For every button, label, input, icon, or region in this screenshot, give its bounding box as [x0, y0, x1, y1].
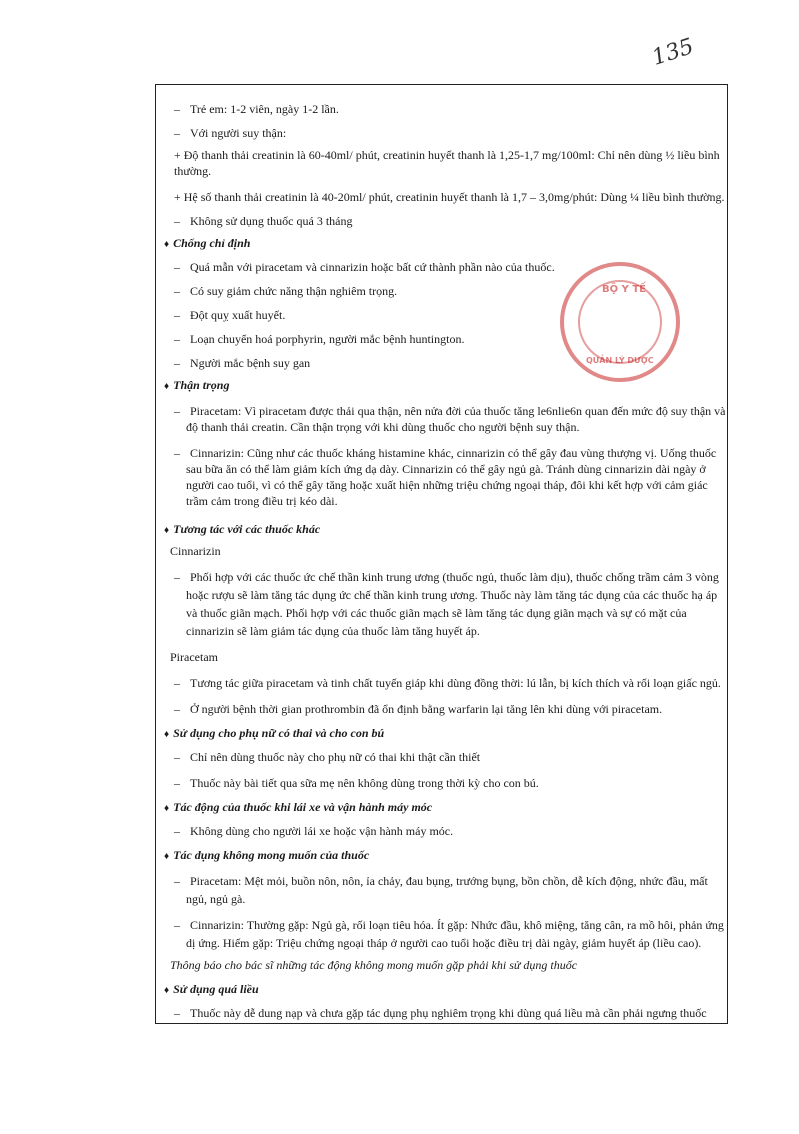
section-heading-text: Sử dụng cho phụ nữ có thai và cho con bú: [173, 726, 385, 740]
bullet-text: Quá mẫn với piracetam và cinnarizin hoặc bất cứ thành phần nào của thuốc.: [190, 260, 555, 274]
section-heading-text: Sử dụng quá liều: [173, 982, 259, 996]
section-heading-text: Tương tác với các thuốc khác: [173, 522, 321, 536]
stamp-bottom-text: QUẢN LÝ DƯỢC: [586, 356, 654, 365]
body-text: dị ứng. Hiếm gặp: Triệu chứng ngoại tháp ở người cao tuổi hoặc điều trị dài ngày, giảm huyết áp (liều cao).: [186, 936, 702, 950]
bullet-text: Cinnarizin: Thường gặp: Ngủ gà, rối loạn tiêu hóa. Ít gặp: Nhức đầu, khô miệng, tăng cân, ra mồ hôi, phản ứng: [190, 918, 724, 932]
diamond-icon: ♦: [164, 381, 170, 392]
body-text: sau bữa ăn có thể làm giảm kích ứng dạ dày. Cinnarizin có thể gây ngủ gà. Tránh dùng cinnarizin dài ngày ở: [186, 462, 706, 476]
bullet-text: Loạn chuyển hoá porphyrin, người mắc bệnh huntington.: [190, 332, 465, 346]
bullet-dash: –: [174, 918, 180, 932]
section-heading: [164, 377, 229, 395]
bullet-dash: –: [174, 404, 180, 418]
document-frame: [155, 84, 728, 1024]
bullet-dash: –: [174, 284, 180, 298]
bullet-dash: –: [174, 214, 180, 228]
bullet-text: Người mắc bệnh suy gan: [190, 356, 311, 370]
page-number: 135: [649, 34, 697, 71]
section-heading-text: Tác dụng không mong muốn của thuốc: [173, 848, 370, 862]
section-heading: [164, 799, 432, 817]
section-heading: [164, 725, 384, 743]
bullet-dash: –: [174, 308, 180, 322]
body-text: độ thanh thải creatin. Cần thận trọng với khi dùng thuốc cho người bệnh suy thận.: [186, 420, 580, 434]
section-heading-text: Thận trọng: [173, 378, 230, 392]
section-heading: [164, 981, 259, 999]
bullet-text: Có suy giảm chức năng thận nghiêm trọng.: [190, 284, 398, 298]
diamond-icon: ♦: [164, 525, 170, 536]
bullet-text: Không dùng cho người lái xe hoặc vận hành máy móc.: [190, 824, 454, 838]
bullet-dash: –: [174, 126, 180, 140]
diamond-icon: ♦: [164, 729, 170, 740]
bullet-dash: –: [174, 446, 180, 460]
bullet-dash: –: [174, 750, 180, 764]
bullet-text: Đột quỵ xuất huyết.: [190, 308, 286, 322]
body-text: và thuốc giãn mạch. Phối hợp với các thuốc giãn mạch sẽ làm tăng tác dụng giãn mạch và sự có mặt của: [186, 606, 687, 620]
bullet-text: Ở người bệnh thời gian prothrombin đã ổn định bằng warfarin lại tăng lên khi dùng với piracetam.: [190, 702, 663, 716]
body-text: người cao tuổi, vì có thể gây tăng hoặc xuất hiện những triệu chứng ngoại tháp, đôi khi kết hợp với cảm giác: [186, 478, 708, 492]
diamond-icon: ♦: [164, 985, 170, 996]
body-text: hoặc rượu sẽ làm tăng tác dụng ức chế thần kinh trung ương. Thuốc này làm tăng tác dụng của các thuốc hạ áp: [186, 588, 718, 602]
bullet-dash: –: [174, 260, 180, 274]
section-heading: [164, 235, 250, 253]
bullet-text: Thuốc này bài tiết qua sữa mẹ nên không dùng trong thời kỳ cho con bú.: [190, 776, 539, 790]
bullet-dash: –: [174, 874, 180, 888]
italic-note: Thông báo cho bác sĩ những tác động không mong muốn gặp phải khi sử dụng thuốc: [170, 958, 578, 972]
bullet-dash: –: [174, 824, 180, 838]
bullet-text: Phối hợp với các thuốc ức chế thần kinh trung ương (thuốc ngủ, thuốc làm dịu), thuốc chống trầm cảm 3 vòng: [190, 570, 719, 584]
body-text: + Độ thanh thải creatinin là 60-40ml/ phút, creatinin huyết thanh là 1,25-1,7 mg/100ml: Chỉ nên dùng ½ liều bình: [174, 148, 720, 162]
bullet-text: Trẻ em: 1-2 viên, ngày 1-2 lần.: [190, 102, 339, 116]
section-heading-text: Chống chỉ định: [173, 236, 251, 250]
body-text: trầm cảm trong điều trị kéo dài.: [186, 494, 338, 508]
bullet-dash: –: [174, 1006, 180, 1020]
diamond-icon: ♦: [164, 239, 170, 250]
body-text: Piracetam: [170, 650, 218, 664]
section-heading-text: Tác động của thuốc khi lái xe và vận hành máy móc: [173, 800, 433, 814]
diamond-icon: ♦: [164, 803, 170, 814]
body-text: Cinnarizin: [170, 544, 221, 558]
diamond-icon: ♦: [164, 851, 170, 862]
bullet-dash: –: [174, 102, 180, 116]
body-text: cinnarizin sẽ làm giảm tác dụng của thuốc làm tăng huyết áp.: [186, 624, 480, 638]
section-heading: [164, 521, 320, 539]
bullet-dash: –: [174, 356, 180, 370]
bullet-text: Với người suy thận:: [190, 126, 287, 140]
bullet-text: Piracetam: Mệt mỏi, buồn nôn, nôn, ỉa chảy, đau bụng, trướng bụng, bồn chồn, dễ kích động, nhức đầu, mất: [190, 874, 708, 888]
body-text: ngủ, ngủ gà.: [186, 892, 246, 906]
bullet-text: Tương tác giữa piracetam và tinh chất tuyến giáp khi dùng đồng thời: lú lẫn, bị kích thích và rối loạn giấc ngủ.: [190, 676, 721, 690]
section-heading: [164, 847, 369, 865]
body-text: + Hệ số thanh thải creatinin là 40-20ml/ phút, creatinin huyết thanh là 1,7 – 3,0mg/phút: Dùng ¼ liều bình thường.: [174, 190, 725, 204]
stamp-top-text: BỘ Y TẾ: [602, 284, 646, 295]
bullet-text: Piracetam: Vì piracetam được thải qua thận, nên nửa đời của thuốc tăng le6nlie6n quan đến mức độ suy thận và: [190, 404, 726, 418]
bullet-text: Không sử dụng thuốc quá 3 tháng: [190, 214, 353, 228]
bullet-dash: –: [174, 702, 180, 716]
bullet-dash: –: [174, 570, 180, 584]
bullet-text: Chỉ nên dùng thuốc này cho phụ nữ có thai khi thật cần thiết: [190, 750, 481, 764]
bullet-text: Thuốc này dễ dung nạp và chưa gặp tác dụng phụ nghiêm trọng khi dùng quá liều mà cần phải ngưng thuốc: [190, 1006, 707, 1020]
bullet-dash: –: [174, 676, 180, 690]
bullet-text: Cinnarizin: Cũng như các thuốc kháng histamine khác, cinnarizin có thể gây đau vùng thượng vị. Uống thuốc: [190, 446, 717, 460]
body-text: thường.: [174, 164, 212, 178]
bullet-dash: –: [174, 332, 180, 346]
bullet-dash: –: [174, 776, 180, 790]
